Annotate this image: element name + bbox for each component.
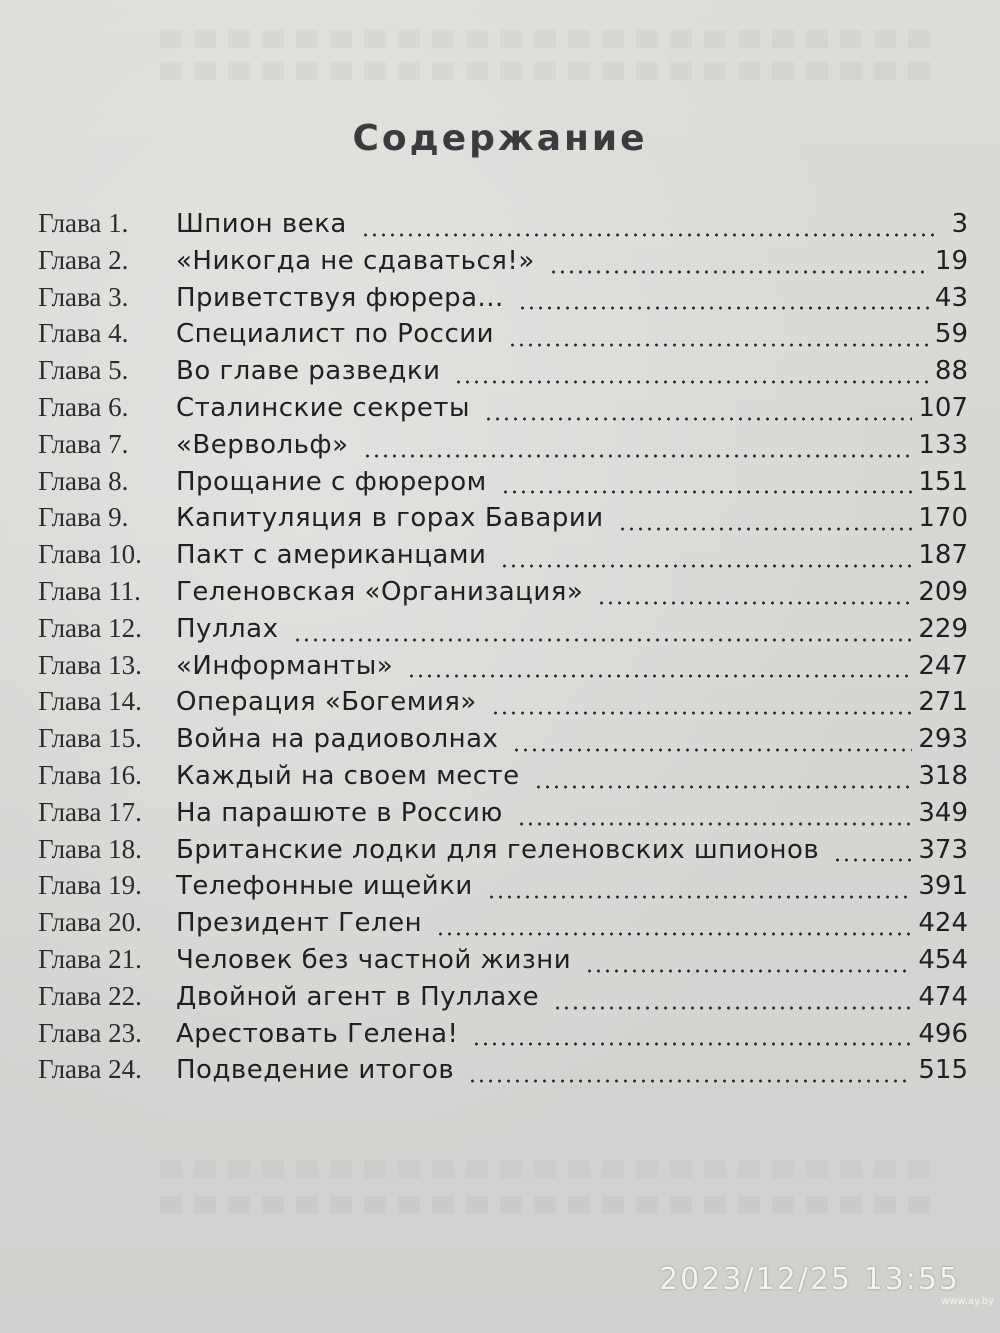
bleed-through-text [160,1160,940,1178]
dot-leader [585,968,912,974]
chapter-page-number: 88 [934,356,968,387]
dot-leader [501,489,913,495]
chapter-number: Глава 10. [38,539,142,570]
chapter-title: «Никогда не сдаваться!» [176,245,535,276]
chapter-title: На парашюте в Россию [176,797,503,828]
dot-leader [500,563,912,569]
dot-leader [833,857,912,863]
toc-entry [38,944,968,981]
toc-entry [38,502,968,539]
dot-leader [549,269,929,275]
chapter-number: Глава 2. [38,244,129,275]
toc-entry [38,318,968,355]
toc-entry [38,760,968,797]
dot-leader [597,600,912,606]
chapter-title: Шпион века [176,209,347,239]
chapter-page-number: 515 [918,1055,968,1086]
dot-leader [436,931,912,937]
chapter-page-number: 271 [918,687,968,718]
chapter-title: «Вервольф» [176,429,349,460]
chapter-page-number: 318 [918,760,968,791]
chapter-title: Каждый на своем месте [176,760,520,791]
table-of-contents [38,208,968,1091]
dot-leader [361,232,938,238]
dot-leader [508,342,929,348]
dot-leader [518,305,929,311]
dot-leader [491,710,913,716]
dot-leader [293,637,913,643]
chapter-title: Во главе разведки [176,356,441,387]
chapter-number: Глава 9. [38,502,129,533]
toc-entry [38,650,968,687]
chapter-page-number: 474 [918,981,968,1012]
toc-entry [38,466,968,503]
chapter-title: Война на радиоволнах [176,724,499,755]
chapter-page-number: 107 [918,392,968,423]
chapter-title: Прощание с фюрером [176,466,487,497]
chapter-number: Глава 20. [38,907,142,938]
chapter-page-number: 247 [918,650,968,681]
chapter-title: Арестовать Гелена! [176,1018,459,1049]
chapter-page-number: 373 [918,834,968,865]
dot-leader [553,1005,912,1011]
chapter-page-number: 454 [918,944,968,975]
chapter-title: Геленовская «Организация» [176,576,584,607]
chapter-number: Глава 7. [38,428,129,459]
chapter-page-number: 349 [918,797,968,828]
dot-leader [363,453,913,459]
toc-entry [38,613,968,650]
chapter-number: Глава 16. [38,759,142,790]
chapter-title: Человек без частной жизни [176,944,572,975]
toc-entry [38,245,968,282]
chapter-page-number: 424 [918,908,968,939]
chapter-page-number: 229 [918,613,968,644]
chapter-title: Сталинские секреты [176,392,471,423]
page-title: Содержание [352,118,648,159]
chapter-number: Глава 24. [38,1054,142,1085]
chapter-title: Подведение итогов [176,1055,455,1086]
dot-leader [512,747,912,753]
toc-entry [38,797,968,834]
dot-leader [618,526,913,532]
chapter-number: Глава 12. [38,612,142,643]
toc-entry [38,576,968,613]
toc-entry [38,392,968,429]
dot-leader [454,379,928,385]
toc-entry [38,723,968,760]
toc-entry [38,208,968,245]
chapter-title: Двойной агент в Пуллахе [176,981,540,1012]
chapter-number: Глава 11. [38,575,141,606]
toc-entry [38,1054,968,1091]
chapter-number: Глава 1. [38,208,129,238]
bleed-through-text [160,1196,940,1214]
dot-leader [534,784,913,790]
chapter-page-number: 170 [918,503,968,534]
bleed-through-text [160,30,940,48]
chapter-title: Приветствуя фюрера... [176,282,504,313]
chapter-title: Специалист по России [176,319,495,350]
chapter-title: Капитуляция в горах Баварии [176,503,604,534]
chapter-number: Глава 5. [38,355,129,386]
chapter-title: Пуллах [176,613,279,644]
toc-entry [38,907,968,944]
chapter-page-number: 19 [934,245,968,276]
chapter-page-number: 3 [951,209,968,239]
dot-leader [407,673,912,679]
toc-entry [38,355,968,392]
toc-entry [38,429,968,466]
chapter-number: Глава 14. [38,686,142,717]
chapter-number: Глава 4. [38,318,129,349]
chapter-number: Глава 6. [38,391,129,422]
photo-timestamp: 2023/12/25 13:55 [659,1262,960,1297]
dot-leader [484,416,912,422]
chapter-title: Пакт с американцами [176,540,487,571]
watermark: www.ay.by [941,1296,994,1307]
chapter-title: Президент Гелен [176,908,423,939]
chapter-page-number: 209 [918,576,968,607]
chapter-page-number: 133 [918,429,968,460]
dot-leader [468,1078,912,1084]
chapter-page-number: 43 [934,282,968,313]
toc-entry [38,1018,968,1055]
chapter-number: Глава 3. [38,281,129,312]
toc-entry [38,539,968,576]
toc-entry [38,834,968,871]
chapter-page-number: 151 [918,466,968,497]
chapter-number: Глава 19. [38,870,142,901]
chapter-page-number: 59 [934,319,968,350]
chapter-number: Глава 18. [38,833,142,864]
chapter-title: Операция «Богемия» [176,687,477,718]
chapter-number: Глава 13. [38,649,142,680]
toc-entry [38,282,968,319]
dot-leader [517,821,913,827]
chapter-number: Глава 17. [38,796,142,827]
chapter-number: Глава 23. [38,1017,142,1048]
chapter-number: Глава 21. [38,943,142,974]
chapter-number: Глава 8. [38,465,129,496]
dot-leader [487,894,913,900]
chapter-page-number: 496 [918,1018,968,1049]
toc-entry [38,686,968,723]
dot-leader [472,1041,912,1047]
chapter-page-number: 293 [918,724,968,755]
chapter-title: «Информанты» [176,650,394,681]
chapter-page-number: 187 [918,540,968,571]
chapter-page-number: 391 [918,871,968,902]
toc-entry [38,870,968,907]
chapter-title: Телефонные ищейки [176,871,473,902]
bleed-through-text [160,62,940,80]
chapter-title: Британские лодки для геленовских шпионов [176,834,820,865]
chapter-number: Глава 15. [38,723,142,754]
chapter-number: Глава 22. [38,980,142,1011]
toc-entry [38,981,968,1018]
